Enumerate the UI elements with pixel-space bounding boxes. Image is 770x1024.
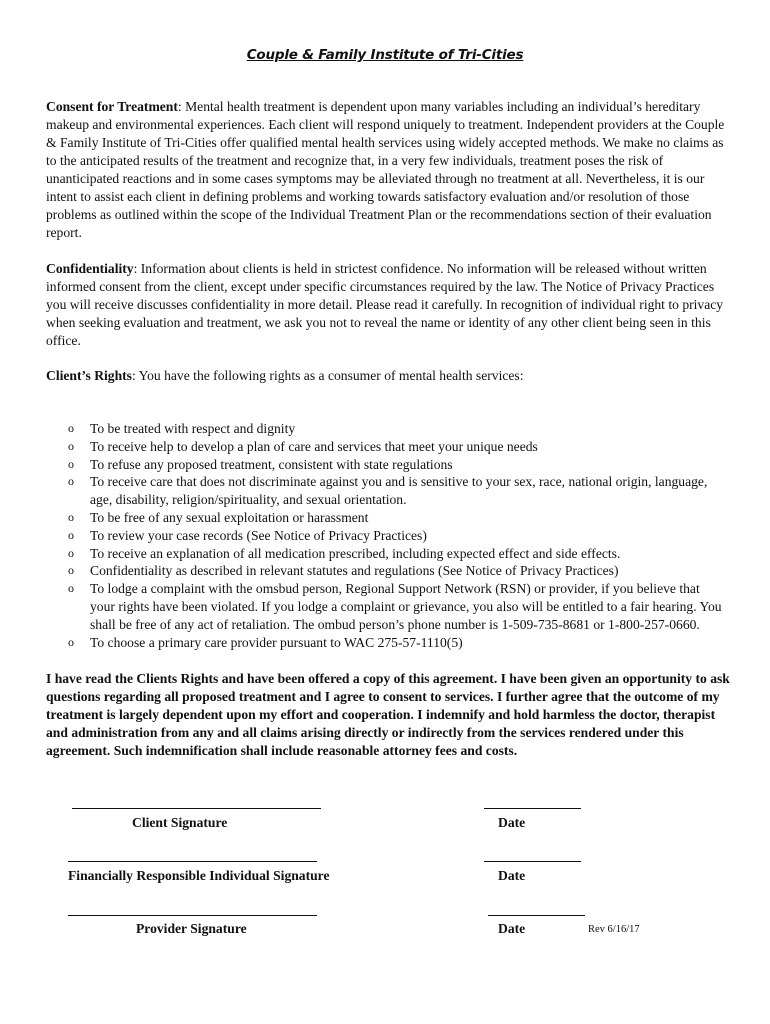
confidentiality-body: : Information about clients is held in strictest confidence. No information will be released without written informed consent from the client, except under specific circumstances required by the law. The Notice of Privacy Practices you will receive discusses confidentiality in more detail. Please read it carefully. In recognition of individual right to privacy when seeking evaluation and treatment, we ask you not to reveal the name or identity of any other client being seen in this office.: [46, 261, 724, 348]
bullet-icon: o: [68, 456, 74, 471]
bullet-icon: o: [68, 438, 74, 453]
rights-heading: Client’s Rights: [46, 368, 132, 383]
bullet-icon: o: [68, 581, 74, 596]
consent-body: : Mental health treatment is dependent upon many variables including an individual’s hereditary makeup and environmental experiences. Each client will respond uniquely to treatment. Independent providers at the Couple & Family Institute of Tri-Cities offer qualified mental health services using widely accepted methods. We make no claims as to the anticipated results of the treatment and recognize that, in a very few individuals, treatment poses the risk of unanticipated reactions and in some cases symptoms may be alleviated through no treatment at all. Nevertheless, it is our intent to assist each client in defining problems and working towards satisfactory evaluation and/or resolution of those problems as outlined within the scope of the Individual Treatment Plan or the recommendations section of their evaluation report.: [46, 99, 725, 240]
list-item: o To review your case records (See Notice of Privacy Practices): [68, 527, 427, 543]
consent-paragraph: [46, 98, 726, 242]
list-item: o To be free of any sexual exploitation or harassment: [68, 509, 369, 525]
list-item: o To refuse any proposed treatment, consistent with state regulations: [68, 456, 453, 472]
list-item: o To be treated with respect and dignity: [68, 421, 296, 436]
provider-signature-label: Provider Signature: [136, 921, 247, 936]
financial-signature-label: Financially Responsible Individual Signature: [68, 868, 330, 883]
agreement-statement: I have read the Clients Rights and have been offered a copy of this agreement. I have been given an opportunity to ask questions regarding all proposed treatment and I agree to consent to services. I further agree that the outcome of my treatment is largely dependent upon my effort and cooperation. I indemnify and hold harmless the doctor, therapist and administration from any and all claims arising directly or indirectly from the services rendered under this agreement. Such indemnification shall include reasonable attorney fees and costs.: [46, 671, 730, 758]
rights-paragraph: [46, 367, 726, 385]
confidentiality-paragraph: [46, 260, 726, 350]
financial-date-line[interactable]: [484, 861, 581, 862]
rights-intro: : You have the following rights as a consumer of mental health services:: [131, 368, 524, 383]
bullet-icon: o: [68, 421, 74, 435]
bullet-icon: o: [68, 509, 74, 524]
bullet-icon: o: [68, 563, 74, 578]
bullet-icon: o: [68, 474, 74, 489]
client-date-line[interactable]: [484, 808, 581, 809]
confidentiality-heading: Confidentiality: [46, 261, 134, 276]
document-title: Couple & Family Institute of Tri-Cities: [246, 47, 524, 63]
revision-note: Rev 6/16/17: [588, 924, 640, 935]
financial-date-label: Date: [498, 868, 526, 883]
financial-signature-line[interactable]: [68, 861, 317, 862]
provider-date-label: Date: [498, 921, 526, 936]
bullet-icon: o: [68, 634, 74, 649]
bullet-icon: o: [68, 545, 74, 560]
rights-list: [46, 420, 726, 651]
list-item: o To lodge a complaint with the omsbud person, Regional Support Network (RSN) or provider, if you believe that your rights have been violated. If you lodge a complaint or grievance, you also will be entitled to a fair hearing. You shall be free of any act of retaliation. The ombud person’s phone number is 1-509-735-8681 or 1-800-257-0660.: [68, 581, 722, 632]
consent-heading: Consent for Treatment: [46, 99, 178, 114]
list-item: o To receive help to develop a plan of care and services that meet your unique needs: [68, 438, 538, 454]
list-item: o Confidentiality as described in relevant statutes and regulations (See Notice of Privacy Practices): [68, 563, 619, 579]
list-item: o To receive an explanation of all medication prescribed, including expected effect and side effects.: [68, 545, 621, 561]
provider-signature-line[interactable]: [68, 915, 317, 916]
bullet-icon: o: [68, 527, 74, 542]
provider-date-line[interactable]: [488, 915, 585, 916]
list-item: o To receive care that does not discriminate against you and is sensitive to your sex, race, national origin, language, age, disability, religion/spirituality, and sexual orientation.: [68, 474, 708, 508]
client-date-label: Date: [498, 815, 526, 830]
client-signature-line[interactable]: [72, 808, 321, 809]
list-item: o To choose a primary care provider pursuant to WAC 275-57-1110(5): [68, 634, 463, 650]
client-signature-label: Client Signature: [132, 815, 228, 830]
